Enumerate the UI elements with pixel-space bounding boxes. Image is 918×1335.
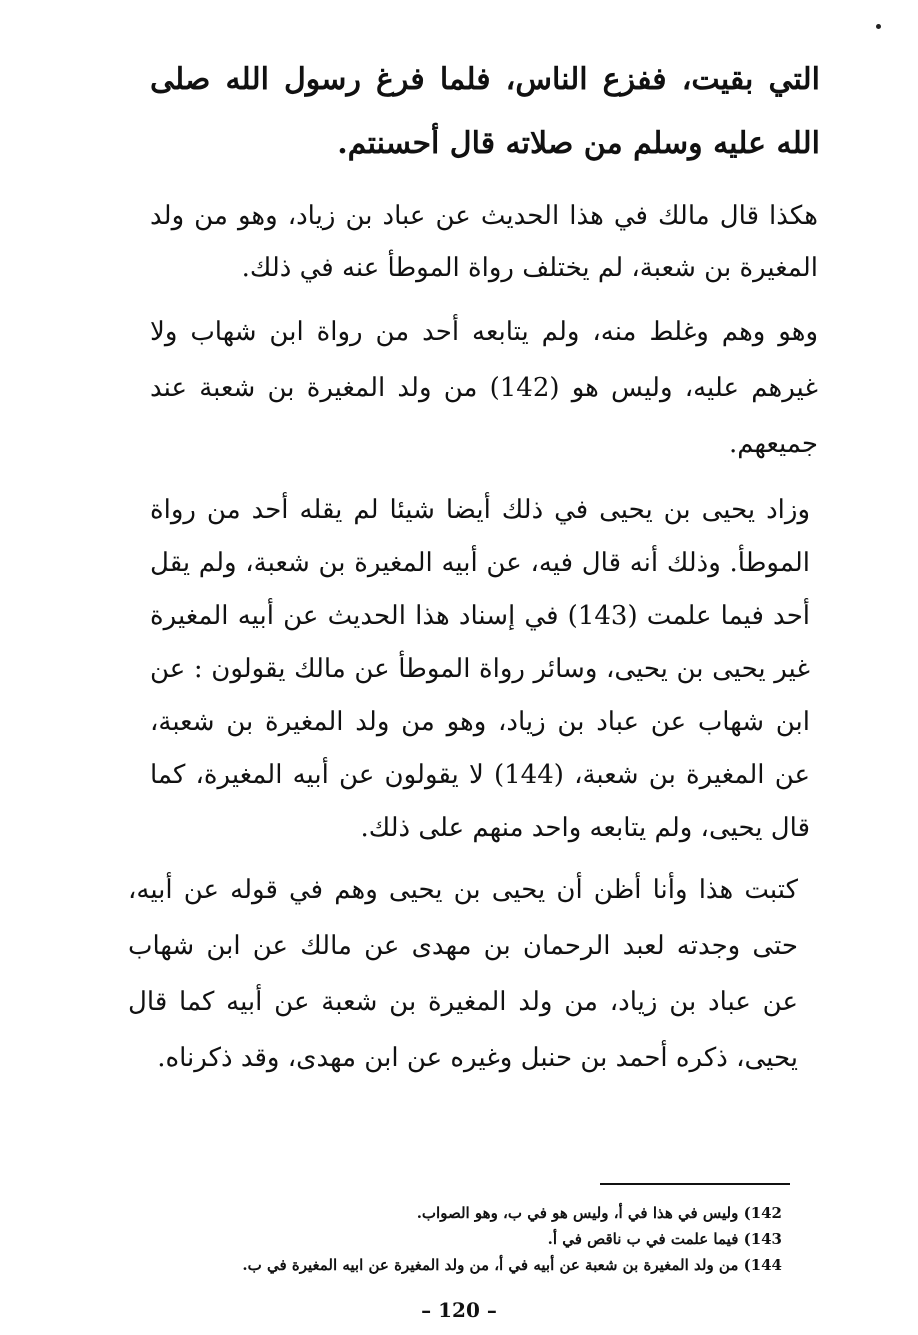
footnote-144: 144) من ولد المغيرة بن شعبة عن أبيه في أ، من ولد المغيرة عن ابيه المغيرة في ب.: [242, 1256, 782, 1274]
paragraph-2: وهو وهم وغلط منه، ولم يتابعه أحد من رواة ابن شهاب ولا غيرهم عليه، وليس هو (142) من ولد المغيرة بن شعبة عند جميعهم.: [150, 317, 818, 459]
corner-dot-mark: [876, 24, 881, 29]
continued-hadith-text: التي بقيت، ففزع الناس، فلما فرغ رسول الله صلى الله عليه وسلم من صلاته قال أحسنتم.: [150, 62, 820, 161]
paragraph-3: وزاد يحيى بن يحيى في ذلك أيضا شيئا لم يقله أحد من رواة الموطأ. وذلك أنه قال فيه، عن أبيه المغيرة بن شعبة، ولم يقل أحد فيما علمت (143) في إسناد هذا الحديث عن أبيه المغيرة غير يحيى بن يحيى، وسائر رواة الموطأ عن مالك يقولون : عن ابن شهاب عن عباد بن زياد، وهو من ولد المغيرة بن شعبة، عن المغيرة بن شعبة، (144) لا يقولون عن أبيه المغيرة، كما قال يحيى، ولم يتابعه واحد منهم على ذلك.: [150, 495, 810, 843]
footnote-143: 143) فيما علمت في ب ناقص في أ.: [547, 1230, 782, 1248]
page-number: – 120 –: [421, 1298, 497, 1322]
footnote-divider: [600, 1183, 790, 1185]
footnote-142: 142) وليس في هذا في أ، وليس هو في ب، وهو الصواب.: [416, 1204, 782, 1222]
footnotes: [150, 1200, 782, 1278]
paragraph-4: كتبت هذا وأنا أظن أن يحيى بن يحيى وهم في قوله عن أبيه، حتى وجدته لعبد الرحمان بن مهدى عن مالك عن ابن شهاب عن عباد بن زياد، من ولد المغيرة بن شعبة عن أبيه كما قال يحيى، ذكره أحمد بن حنبل وغيره عن ابن مهدى، وقد ذكرناه.: [128, 875, 798, 1073]
paragraph-1: هكذا قال مالك في هذا الحديث عن عباد بن زياد، وهو من ولد المغيرة بن شعبة، لم يختلف رواة الموطأ عنه في ذلك.: [150, 201, 818, 283]
